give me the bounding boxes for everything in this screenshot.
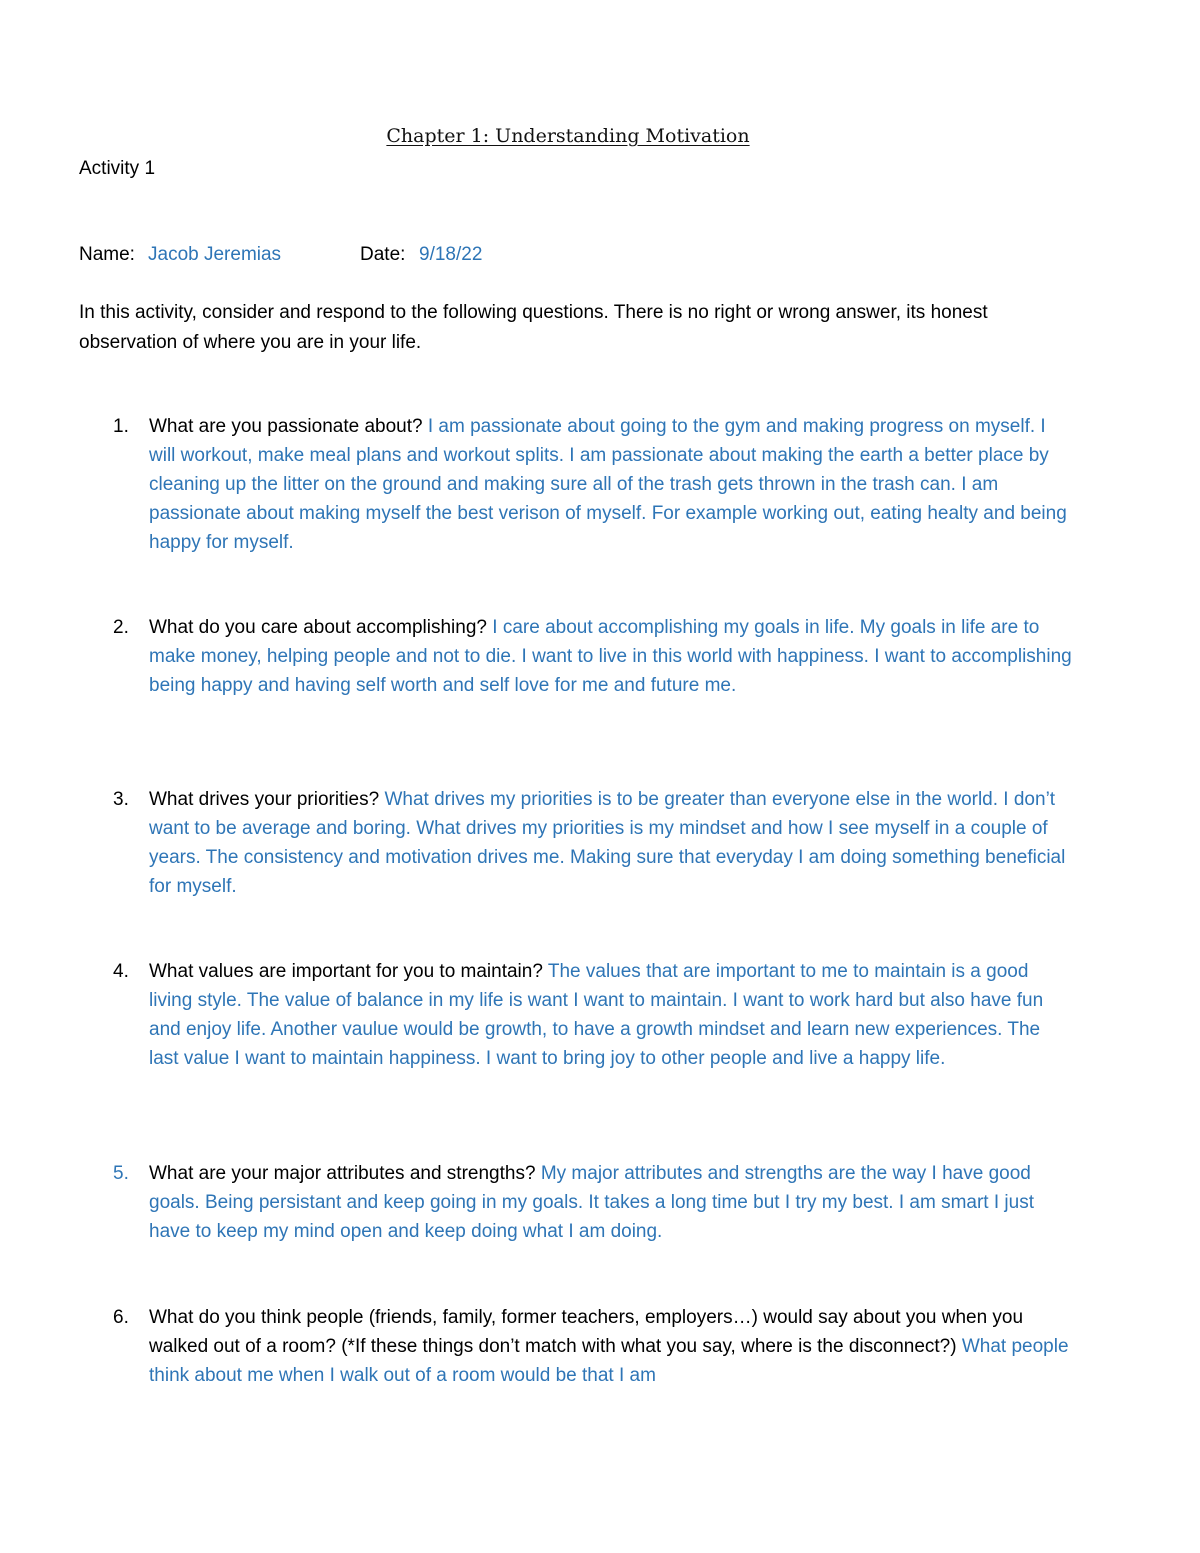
question-number: 5. (113, 1163, 129, 1184)
question-item (113, 613, 1074, 700)
intro-paragraph: In this activity, consider and respond to the following questions. There is no right or wrong answer, its honest observation of where you are in your life. (79, 302, 988, 353)
question-item (113, 1159, 1074, 1246)
question-number: 4. (113, 961, 129, 982)
name-date-row (79, 244, 1079, 270)
question-number: 3. (113, 789, 129, 810)
question-text: What values are important for you to maintain? (149, 961, 548, 982)
question-text: What do you think people (friends, family, former teachers, employers…) would say about you when you walked out of a room? (*If these things don’t match with what you say, where is the disconnect?) (149, 1307, 1024, 1357)
date-value: 9/18/22 (419, 244, 483, 265)
question-item (113, 1303, 1074, 1390)
answer-text: What drives my priorities is to be greater than everyone else in the world. I don’t want to be average and boring. What drives my priorities is my mindset and how I see myself in a couple of years. The consistency and motivation drives me. Making sure that everyday I am doing something beneficial for myself. (149, 789, 1066, 897)
name-value: Jacob Jeremias (148, 244, 282, 265)
answer-text: What people think about me when I walk out of a room would be that I am (149, 1336, 1069, 1386)
page-title: Chapter 1: Understanding Motivation (386, 125, 750, 147)
question-text: What are your major attributes and strengths? (149, 1163, 541, 1184)
answer-text: My major attributes and strengths are the way I have good goals. Being persistant and keep going in my goals. It takes a long time but I try my best. I am smart I just have to keep my mind open and keep doing what I am doing. (149, 1163, 1034, 1242)
question-number: 2. (113, 617, 129, 638)
activity-heading: Activity 1 (79, 158, 156, 179)
answer-text: I am passionate about going to the gym and making progress on myself. I will workout, make meal plans and workout splits. I am passionate about making the earth a better place by cleaning up the litter on the ground and making sure all of the trash gets thrown in the trash can. I am passionate about making myself the best verison of myself. For example working out, eating healty and being happy for myself. (149, 416, 1067, 553)
answer-text: The values that are important to me to maintain is a good living style. The value of balance in my life is want I want to maintain. I want to work hard but also have fun and enjoy life. Another vaulue would be growth, to have a growth mindset and learn new experiences. The last value I want to maintain happiness. I want to bring joy to other people and live a happy life. (149, 961, 1044, 1069)
question-item (113, 957, 1074, 1073)
question-text: What drives your priorities? (149, 789, 385, 810)
date-label: Date: (360, 244, 406, 265)
name-label: Name: (79, 244, 135, 265)
question-number: 6. (113, 1307, 129, 1328)
question-number: 1. (113, 416, 129, 437)
question-text: What are you passionate about? (149, 416, 428, 437)
question-text: What do you care about accomplishing? (149, 617, 493, 638)
question-item (113, 412, 1074, 557)
answer-text: I care about accomplishing my goals in life. My goals in life are to make money, helping people and not to die. I want to live in this world with happiness. I want to accomplishing being happy and having self worth and self love for me and future me. (149, 617, 1072, 696)
question-item (113, 785, 1074, 901)
